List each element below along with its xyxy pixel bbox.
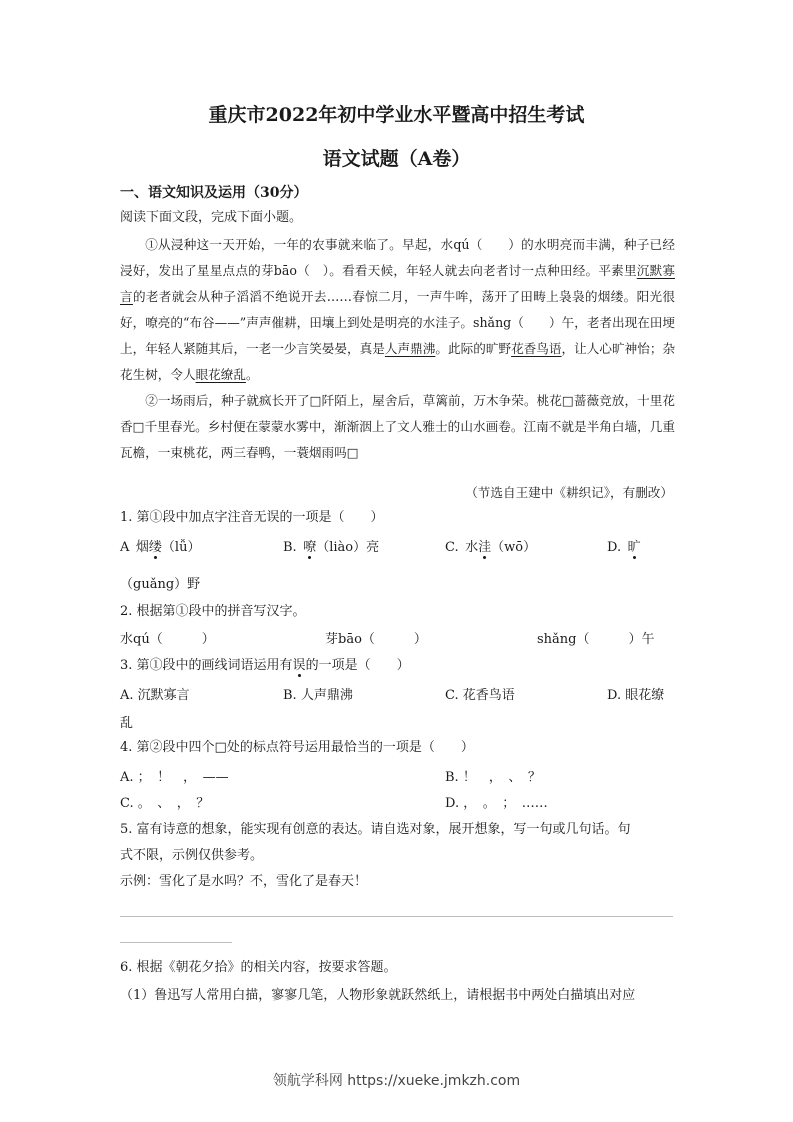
option-label: D. [607,540,622,555]
q1-option-d[interactable] [607,536,641,555]
passage-text: 。 [245,367,259,382]
question-1-stem: 1. 第①段中加点字注音无误的一项是（ ） [120,510,384,525]
divider [120,942,232,943]
q1-option-d-continued: （guǎng）野 [120,577,201,592]
passage-text: ，让人心旷神怡；杂花生树，令人 [120,341,676,382]
passage-paragraph-2: ②一场雨后，种子就疯长开了□阡陌上，屋舍后，草篱前，万木争荣。桃花□蔷薇竞放，十里花香□千里春光。乡村便在蒙蒙水雾中，渐渐洇上了文人雅士的山水画卷。江南不就是半角白墙，几重瓦檐，一束桃花，两三春鸭，一蓑烟雨吗□ [120,393,675,460]
q4-option-b[interactable]: B. ！ ， 、 ？ [445,770,541,785]
q1-option-a[interactable] [120,536,200,555]
question-4-stem: 4. 第②段中四个□处的标点符号运用最恰当的一项是（ ） [120,740,474,755]
passage-text: 的老者就会从种子滔滔不绝说开去……春惊二月，一声牛哞，荡开了田畴上袅袅的烟缕。阳光很好，嘹亮的“布谷——”声声催耕，田壤上到处是明亮的水洼子。shǎng（ ）午，老者出现在田埂上，年轻人紧随其后，一老一少言笑晏晏，真是 [120,289,676,356]
q1-option-b[interactable] [283,536,379,555]
passage-paragraph-1 [120,232,675,388]
exam-title: 重庆市2022年初中学业水平暨高中招生考试 [208,104,585,126]
underlined-phrase: 花香鸟语 [511,341,562,356]
underlined-phrase: 人声鼎沸 [384,341,436,356]
watermark: 领航学科网 https://xueke.jmkzh.com [272,1073,521,1089]
q3-option-c[interactable]: C. 花香鸟语 [445,688,515,703]
dotted-char: 缕 [148,540,162,555]
q4-option-d[interactable]: D. ， 。 ； …… [445,796,548,811]
q2-blank-3[interactable]: shǎng（ ）午 [537,632,655,647]
q3-option-a[interactable]: A. 沉默寡言 [120,688,190,703]
question-5-stem-line-2: 式不限，示例仅供参考。 [120,848,264,863]
q3-option-d-continued: 乱 [120,716,134,731]
q2-blank-2[interactable]: 芽bāo（ ） [325,632,427,647]
q2-blank-1[interactable]: 水qú（ ） [120,632,215,647]
exam-subtitle: 语文试题（A卷） [322,148,471,170]
q1-option-c[interactable] [445,536,536,555]
option-text: （lǚ） [161,540,201,555]
question-5-stem-line-1: 5. 富有诗意的想象，能实现有创意的表达。请自选对象，展开想象，写一句或几句话。句 [120,822,631,837]
option-text: （wō） [491,540,537,555]
option-label: B. [283,540,297,555]
option-label: C. [445,540,459,555]
underlined-phrase: 沉默寡言 [120,263,676,304]
q4-option-a[interactable]: A. ； ！ ， —— [120,770,229,785]
reading-instruction: 阅读下面文段，完成下面小题。 [120,210,303,225]
section-heading: 一、语文知识及运用（30分） [120,185,308,201]
option-text: 水 [465,540,479,555]
passage-text: ①从浸种这一天开始，一年的农事就来临了。早起，水qú（ ）的水明亮而丰满，种子已经浸好，发出了星星点点的芽bāo（ ）。看看天候，年轻人就去向老者讨一点种田经。平素里 [120,237,675,278]
stem-text: 3. 第①段中的画线词语运用有 [120,658,293,673]
passage-source: （节选自王建中《耕织记》，有删改） [465,485,673,500]
dotted-char: 旷 [627,540,641,555]
question-2-stem: 2. 根据第①段中的拼音写汉字。 [120,604,306,619]
option-text: 烟 [135,540,149,555]
question-5-example: 示例：雪化了是水吗？不，雪化了是春天！ [120,874,368,889]
stem-text: 的一项是（ ） [305,658,410,673]
option-label: A [120,540,130,555]
underlined-phrase: 眼花缭乱 [195,367,246,382]
question-6-stem: 6. 根据《朝花夕拾》的相关内容，按要求答题。 [120,960,397,975]
dotted-char: 洼 [478,540,492,555]
q4-option-c[interactable]: C. 。 、 ， ？ [120,796,210,811]
passage [120,232,675,466]
option-text: （liào）亮 [316,540,380,555]
question-6-sub-1: （1）鲁迅写人常用白描，寥寥几笔，人物形象就跃然纸上，请根据书中两处白描填出对应 [120,988,636,1003]
dotted-char: 嘹 [303,540,317,555]
answer-line[interactable] [120,916,673,917]
q3-option-d[interactable]: D. 眼花缭 [607,688,665,703]
q3-option-b[interactable]: B. 人声鼎沸 [283,688,353,703]
dotted-char: 误 [292,658,306,673]
question-3-stem [120,656,675,676]
passage-text: 。此际的旷野 [435,341,512,356]
